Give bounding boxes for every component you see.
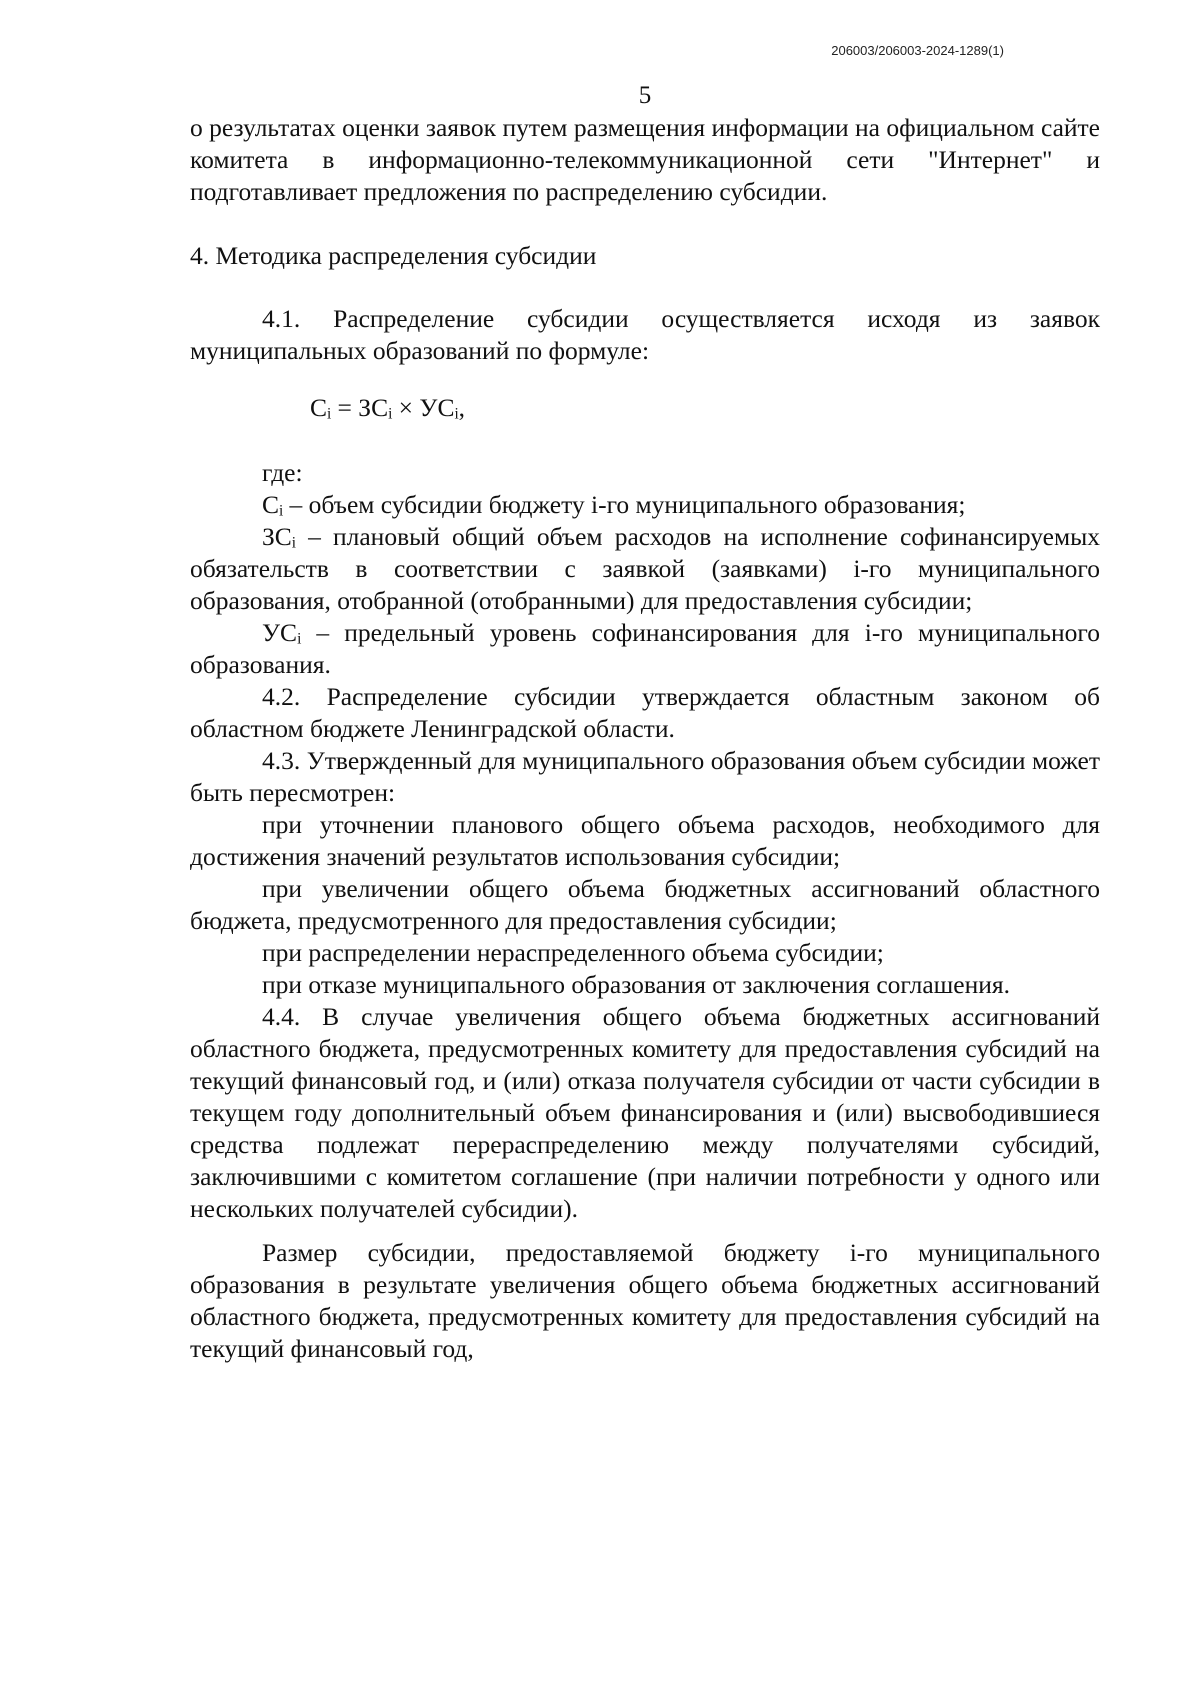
section-heading: 4. Методика распределения субсидии — [190, 241, 597, 270]
definition-c: Cᵢ – объем субсидии бюджету i-го муниципального образования; — [262, 490, 966, 519]
paragraph-intro: о результатах оценки заявок путем размещения информации на официальном сайте комитета в информационно-телекоммуникационной сети "Интернет" и подготавливает предложения по распределению субсидии. — [190, 113, 1100, 206]
paragraph-4-4: 4.4. В случае увеличения общего объема бюджетных ассигнований областного бюджета, предусмотренных комитету для предоставления субсидий на текущий финансовый год, и (или) отказа получателя субсидии от части субсидии в текущем году дополнительный объем финансирования и (или) высвободившиеся средства подлежат перераспределению между получателями субсидий, заключившими с комитетом соглашение (при наличии потребности у одного или нескольких получателей субсидии). — [190, 1002, 1100, 1223]
paragraph-4-3: 4.3. Утвержденный для муниципального образования объем субсидии может быть пересмотрен: — [190, 746, 1100, 807]
list-item-4: при отказе муниципального образования от заключения соглашения. — [262, 970, 1010, 999]
definition-zc: ЗCᵢ – плановый общий объем расходов на исполнение софинансируемых обязательств в соответствии с заявкой (заявками) i-го муниципального образования, отобранной (отобранными) для предоставления субсидии; — [190, 522, 1100, 615]
where-label: где: — [262, 458, 303, 487]
list-item-2: при увеличении общего объема бюджетных ассигнований областного бюджета, предусмотренного для предоставления субсидии; — [190, 874, 1100, 935]
list-item-3: при распределении нераспределенного объема субсидии; — [262, 938, 884, 967]
definition-uc: УCᵢ – предельный уровень софинансирования для i-го муниципального образования. — [190, 618, 1100, 679]
paragraph-4-2: 4.2. Распределение субсидии утверждается областным законом об областном бюджете Ленинградской области. — [190, 682, 1100, 743]
document-body — [190, 112, 1100, 1365]
paragraph-4-1: 4.1. Распределение субсидии осуществляется исходя из заявок муниципальных образований по формуле: — [190, 304, 1100, 365]
paragraph-last: Размер субсидии, предоставляемой бюджету i-го муниципального образования в результате увеличения общего объема бюджетных ассигнований областного бюджета, предусмотренных комитету для предоставления субсидий на текущий финансовый год, — [190, 1238, 1100, 1363]
formula: Cᵢ = ЗCᵢ × УCᵢ, — [310, 393, 466, 422]
page-number: 5 — [638, 82, 652, 109]
list-item-1: при уточнении планового общего объема расходов, необходимого для достижения значений результатов использования субсидии; — [190, 810, 1100, 871]
document-id: 206003/206003-2024-1289(1) — [831, 43, 1004, 58]
